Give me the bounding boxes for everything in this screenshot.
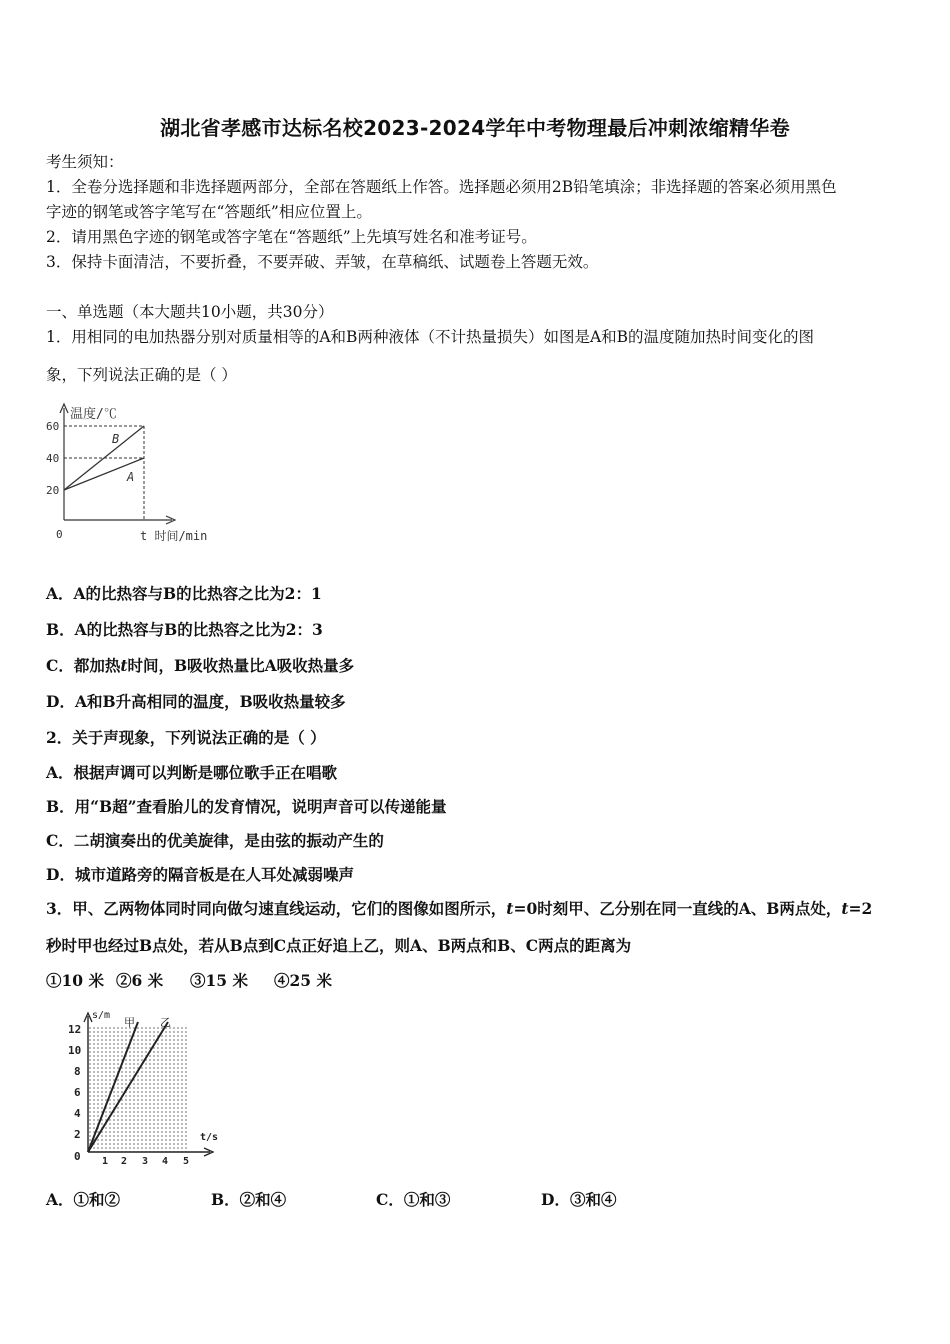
yi-label: 乙 xyxy=(160,1016,171,1029)
question-2-option-d: D．城市道路旁的隔音板是在人耳处减弱噪声 xyxy=(46,865,354,884)
q3-variable-t: t xyxy=(841,899,849,918)
y-tick: 40 xyxy=(46,452,60,465)
q3-choice: ②6 米 xyxy=(116,971,164,990)
x-tick: 5 xyxy=(183,1156,190,1167)
x-axis-label: t/s xyxy=(200,1132,219,1143)
question-2-option-a: A．根据声调可以判断是哪位歌手正在唱歌 xyxy=(46,763,338,782)
q3-stem-part: =2 xyxy=(848,899,873,918)
q3-answer-b: B．②和④ xyxy=(211,1190,287,1209)
question-1-stem: 1．用相同的电加热器分别对质量相等的A和B两种液体（不计热量损失）如图是A和B的温度随加热时间变化的图 xyxy=(46,328,815,346)
q3-variable-t: t xyxy=(506,899,514,918)
y-tick: 6 xyxy=(74,1086,81,1099)
y-axis-label: 温度/℃ xyxy=(70,407,117,422)
q3-stem-part: 3．甲、乙两物体同时同向做匀速直线运动，它们的图像如图所示， xyxy=(46,899,507,918)
option-c-prefix: C．都加热 xyxy=(46,656,121,675)
question-1-option-a: A．A的比热容与B的比热容之比为2：1 xyxy=(46,584,322,603)
q3-answer-d: D．③和④ xyxy=(541,1190,617,1209)
y-axis-label: s/m xyxy=(92,1010,111,1021)
x-tick: 2 xyxy=(121,1156,128,1167)
y-tick: 12 xyxy=(68,1023,82,1036)
notice-item: 3．保持卡面清洁，不要折叠，不要弄破、弄皱，在草稿纸、试题卷上答题无效。 xyxy=(46,253,599,271)
notice-item: 字迹的钢笔或答字笔写在“答题纸”相应位置上。 xyxy=(46,203,372,221)
page-title: 湖北省孝感市达标名校2023-2024学年中考物理最后冲刺浓缩精华卷 xyxy=(160,116,790,140)
y-tick: 60 xyxy=(46,420,60,433)
temperature-time-graph xyxy=(40,398,230,550)
line-a-label: A xyxy=(127,470,135,484)
x-tick: 4 xyxy=(162,1156,169,1167)
origin-label: 0 xyxy=(74,1150,81,1163)
question-1-option-d: D．A和B升高相同的温度，B吸收热量较多 xyxy=(46,692,346,711)
notice-item: 1．全卷分选择题和非选择题两部分，全部在答题纸上作答。选择题必须用2B铅笔填涂；非选择题的答案必须用黑色 xyxy=(46,178,837,196)
q3-answer-c: C．①和③ xyxy=(376,1190,451,1209)
notice-heading: 考生须知： xyxy=(46,153,124,171)
q3-choice: ④25 米 xyxy=(274,971,332,990)
section-heading: 一、单选题（本大题共10小题，共30分） xyxy=(46,303,334,321)
question-2-option-b: B．用“B超”查看胎儿的发育情况，说明声音可以传递能量 xyxy=(46,797,447,816)
jia-label: 甲 xyxy=(124,1016,135,1029)
q3-choice: ①10 米 xyxy=(46,971,104,990)
x-tick: 3 xyxy=(142,1156,149,1167)
question-1-option-b: B．A的比热容与B的比热容之比为2：3 xyxy=(46,620,323,639)
option-c-suffix: 时间，B吸收热量比A吸收热量多 xyxy=(127,656,355,675)
origin-label: 0 xyxy=(56,528,63,541)
question-3-stem xyxy=(46,899,872,919)
q3-stem-part: =0时刻甲、乙分别在同一直线的A、B两点处， xyxy=(513,899,842,918)
y-tick: 20 xyxy=(46,484,60,497)
y-tick: 10 xyxy=(68,1044,82,1057)
question-1-option-c xyxy=(46,656,354,676)
y-tick: 2 xyxy=(74,1128,81,1141)
y-tick: 4 xyxy=(74,1107,81,1120)
question-1-stem-cont: 象，下列说法正确的是（ ） xyxy=(46,366,237,384)
question-3-answers xyxy=(46,1190,616,1210)
question-2-option-c: C．二胡演奏出的优美旋律，是由弦的振动产生的 xyxy=(46,831,384,850)
line-b-label: B xyxy=(112,432,120,446)
question-3-stem-cont: 秒时甲也经过B点处，若从B点到C点正好追上乙，则A、B两点和B、C两点的距离为 xyxy=(46,936,632,955)
x-tick: 1 xyxy=(102,1156,109,1167)
notice-item: 2．请用黑色字迹的钢笔或答字笔在“答题纸”上先填写姓名和准考证号。 xyxy=(46,228,537,246)
y-tick: 8 xyxy=(74,1065,81,1078)
option-c-variable: t xyxy=(120,656,128,675)
question-3-choices xyxy=(46,971,332,991)
x-axis-label: t 时间/min xyxy=(140,529,208,543)
distance-time-graph xyxy=(60,1006,230,1171)
q3-choice: ③15 米 xyxy=(190,971,248,990)
question-2-stem: 2．关于声现象，下列说法正确的是（ ） xyxy=(46,728,326,747)
q3-answer-a: A．①和② xyxy=(46,1190,121,1209)
